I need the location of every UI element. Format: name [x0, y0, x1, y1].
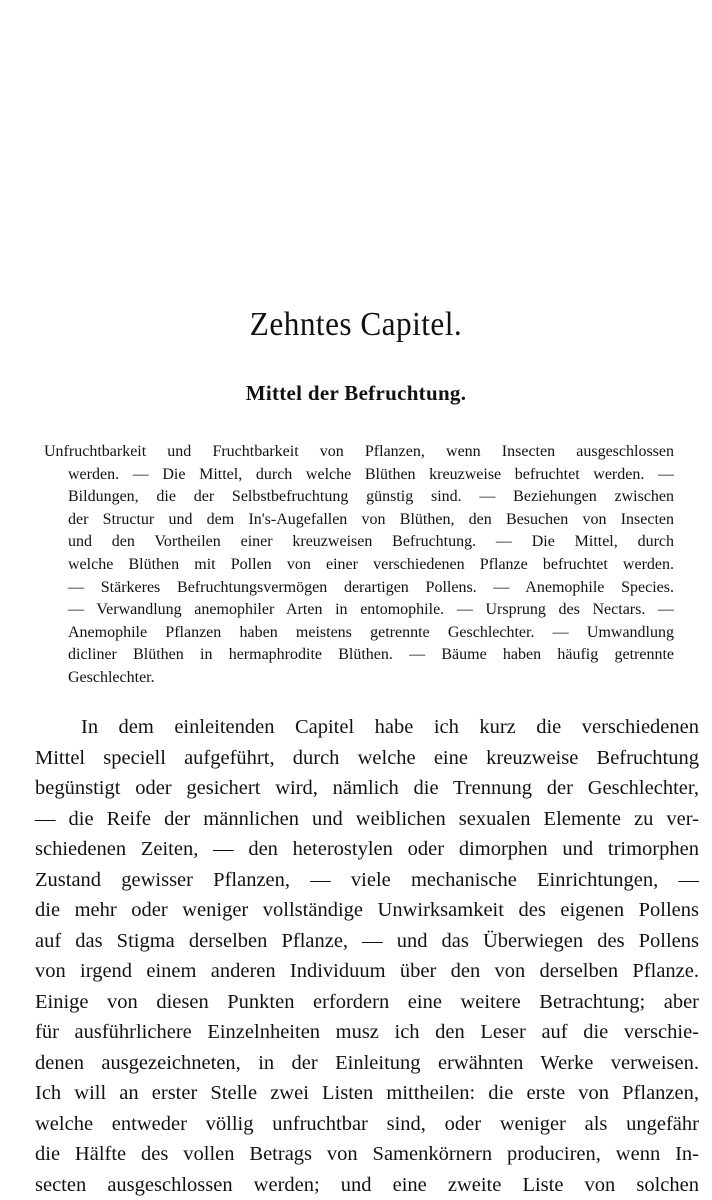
body-line: Zustand gewisser Pflanzen, — viele mechanische Einrichtungen, — [35, 868, 699, 891]
body-line: für ausführlichere Einzelnheiten musz ich den Leser auf die verschie- [35, 1021, 699, 1043]
summary-line: — Stärkeres Befruchtungsvermögen derartigen Pollens. — Anemophile Species. [68, 578, 674, 596]
summary-line: welche Blüthen mit Pollen von einer verschiedenen Pflanze befruchtet werden. [68, 555, 674, 573]
summary-line: der Structur und dem In's-Augefallen von Blüthen, den Besuchen von Insecten [68, 510, 674, 528]
body-line: secten ausgeschlossen werden; und eine zweite Liste von solchen [35, 1173, 699, 1196]
body-line: die Hälfte des vollen Betrags von Samenkörnern produciren, wenn In- [35, 1143, 699, 1165]
summary-line: Bildungen, die der Selbstbefruchtung günstig sind. — Beziehungen zwischen [68, 488, 674, 506]
summary-line: Geschlechter. [68, 668, 155, 686]
summary-line: werden. — Die Mittel, durch welche Blüthen kreuzweise befruchtet werden. — [68, 465, 674, 483]
summary-line: dicliner Blüthen in hermaphrodite Blüthen. — Bäume haben häufig getrennte [68, 646, 674, 664]
summary-line: Unfruchtbarkeit und Fruchtbarkeit von Pflanzen, wenn Insecten ausgeschlossen [44, 443, 674, 460]
body-line: — die Reife der männlichen und weiblichen sexualen Elemente zu ver- [35, 807, 699, 830]
body-line: schiedenen Zeiten, — den heterostylen oder dimorphen und trimorphen [35, 838, 699, 860]
body-line: begünstigt oder gesichert wird, nämlich die Trennung der Geschlechter, [35, 777, 699, 799]
summary-line: — Verwandlung anemophiler Arten in entomophile. — Ursprung des Nectars. — [68, 601, 674, 619]
body-line: In dem einleitenden Capitel habe ich kurz die verschiedenen [81, 716, 699, 738]
summary-line: und den Vortheilen einer kreuzweisen Befruchtung. — Die Mittel, durch [68, 533, 674, 551]
chapter-summary [44, 441, 674, 690]
body-line: die mehr oder weniger vollständige Unwirksamkeit des eigenen Pollens [35, 899, 699, 921]
body-line: von irgend einem anderen Individuum über den von derselben Pflanze. [35, 960, 699, 982]
body-line: Einige von diesen Punkten erfordern eine weitere Betrachtung; aber [35, 990, 699, 1013]
body-paragraph [35, 712, 699, 1200]
body-line: auf das Stigma derselben Pflanze, — und das Überwiegen des Pollens [35, 929, 699, 952]
body-line: Mittel speciell aufgeführt, durch welche eine kreuzweise Befruchtung [35, 746, 699, 769]
body-line: Ich will an erster Stelle zwei Listen mittheilen: die erste von Pflanzen, [35, 1082, 699, 1104]
chapter-subtitle: Mittel der Befruchtung. [245, 381, 467, 405]
chapter-title: Zehntes Capitel. [249, 306, 463, 343]
body-line: denen ausgezeichneten, in der Einleitung erwähnten Werke verweisen. [35, 1051, 699, 1074]
body-line: welche entweder völlig unfruchtbar sind, oder weniger als ungefähr [35, 1112, 699, 1135]
summary-line: Anemophile Pflanzen haben meistens getrennte Geschlechter. — Umwandlung [68, 623, 674, 641]
